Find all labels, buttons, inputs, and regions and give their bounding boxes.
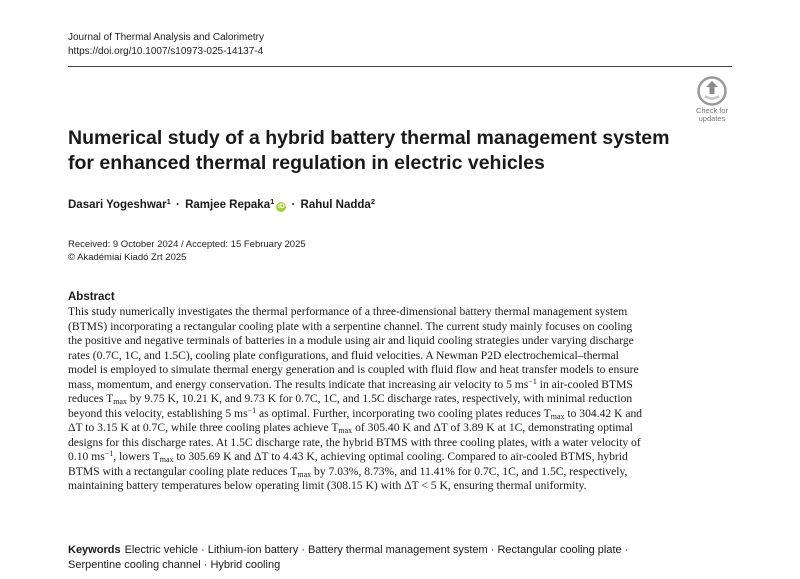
abstract-line: 0.10 $ms^{-1}$, lowers $T_{max}$ to 305.69 K and ΔT to 4.43 K, achieving optimal cooling. Compared to air-cooled BTMS, hybrid — [68, 449, 628, 464]
abstract-line: mass, momentum, and energy conservation. The results indicate that increasing air velocity to 5 $ms^{-1}$ in air-cooled BTMS — [68, 376, 633, 391]
abstract-line: reduces $T_{max}$ by 9.75 K, 10.21 K, and 9.73 K for 0.7C, 1C, and 1.5C discharge rates, respectively, with minimal reduction — [68, 392, 633, 406]
abstract-line: BTMS with a rectangular cooling plate reduces $T_{max}$ by 7.03%, 8.73%, and 11.41% for 0.7C, 1C, and 1.5C, respectively, — [68, 464, 628, 479]
doi-link[interactable]: https://doi.org/10.1007/s10973-025-14137-4 — [68, 46, 264, 57]
keywords-label: Keywords — [68, 544, 121, 556]
badge-label: Check for updates — [695, 106, 729, 123]
received-accepted-dates: Received: 9 October 2024 / Accepted: 15 February 2025 — [68, 239, 306, 250]
abstract-line: beyond this velocity, establishing 5 $ms^{-1}$ as optimal. Further, incorporating two cooling plates reduces $T_{max}$ to 304.42 K and — [68, 405, 643, 421]
affiliation-marker: 2 — [370, 197, 375, 206]
keywords-section — [68, 543, 628, 573]
abstract-line: rates (0.7C, 1C, and 1.5C), cooling plate configurations, and fluid velocities. A Newman P2D electrochemical–thermal — [68, 348, 619, 362]
author-name[interactable]: Dasari Yogeshwar — [68, 199, 167, 211]
author-name[interactable]: Rahul Nadda — [300, 199, 371, 211]
abstract-line: This study numerically investigates the thermal performance of a three-dimensional battery thermal management system — [68, 305, 628, 318]
journal-header — [68, 31, 264, 59]
article-title — [68, 126, 668, 176]
check-for-updates-badge[interactable] — [690, 76, 734, 123]
abstract-line: maintaining battery temperatures below operating limit (308.15 K) with ΔT < 5 K, ensuring thermal uniformity. — [68, 479, 587, 492]
affiliation-marker: 1 — [166, 197, 171, 206]
author-separator: · — [291, 199, 296, 211]
abstract-line: model is employed to simulate thermal energy generation and is coupled with fluid flow and heat transfer models to ensure — [68, 363, 639, 376]
title-line-1: Numerical study of a hybrid battery thermal management system — [68, 127, 670, 149]
check-for-updates-icon — [697, 76, 727, 106]
abstract-line: designs for this discharge rates. At 1.5C discharge rate, the hybrid BTMS with three cooling plates, with a water velocity of — [68, 435, 641, 449]
affiliation-marker: 1 — [270, 197, 275, 206]
journal-name: Journal of Thermal Analysis and Calorimetry — [68, 32, 265, 43]
abstract-body — [68, 305, 738, 494]
author-list — [68, 197, 375, 213]
keywords-line-2: Serpentine cooling channel · Hybrid cooling — [68, 559, 281, 571]
author-separator: · — [176, 199, 180, 211]
orcid-icon[interactable]: iD — [278, 203, 285, 210]
header-divider — [68, 66, 732, 67]
copyright-notice: © Akadémiai Kiadó Zrt 2025 — [68, 252, 187, 263]
keywords-line-1: Electric vehicle · Lithium-ion battery · Battery thermal management system · Rectangular cooling plate · — [124, 544, 629, 556]
abstract-heading: Abstract — [68, 291, 115, 303]
abstract-line: the positive and negative terminals of batteries in a module using air and liquid cooling strategies under varying discharge — [68, 334, 634, 347]
title-line-2: for enhanced thermal regulation in electric vehicles — [68, 152, 545, 174]
abstract-line: (BTMS) incorporating a rectangular cooling plate with a serpentine channel. The current study mainly focuses on cooling — [68, 319, 633, 333]
abstract-line: ΔT to 3.15 K at 0.7C, while three cooling plates achieve $T_{max}$ of 305.40 K and ΔT of 3.89 K at 1C, demonstrating optimal — [68, 421, 633, 435]
author-name[interactable]: Ramjee Repaka — [185, 199, 271, 211]
article-history — [68, 238, 306, 264]
